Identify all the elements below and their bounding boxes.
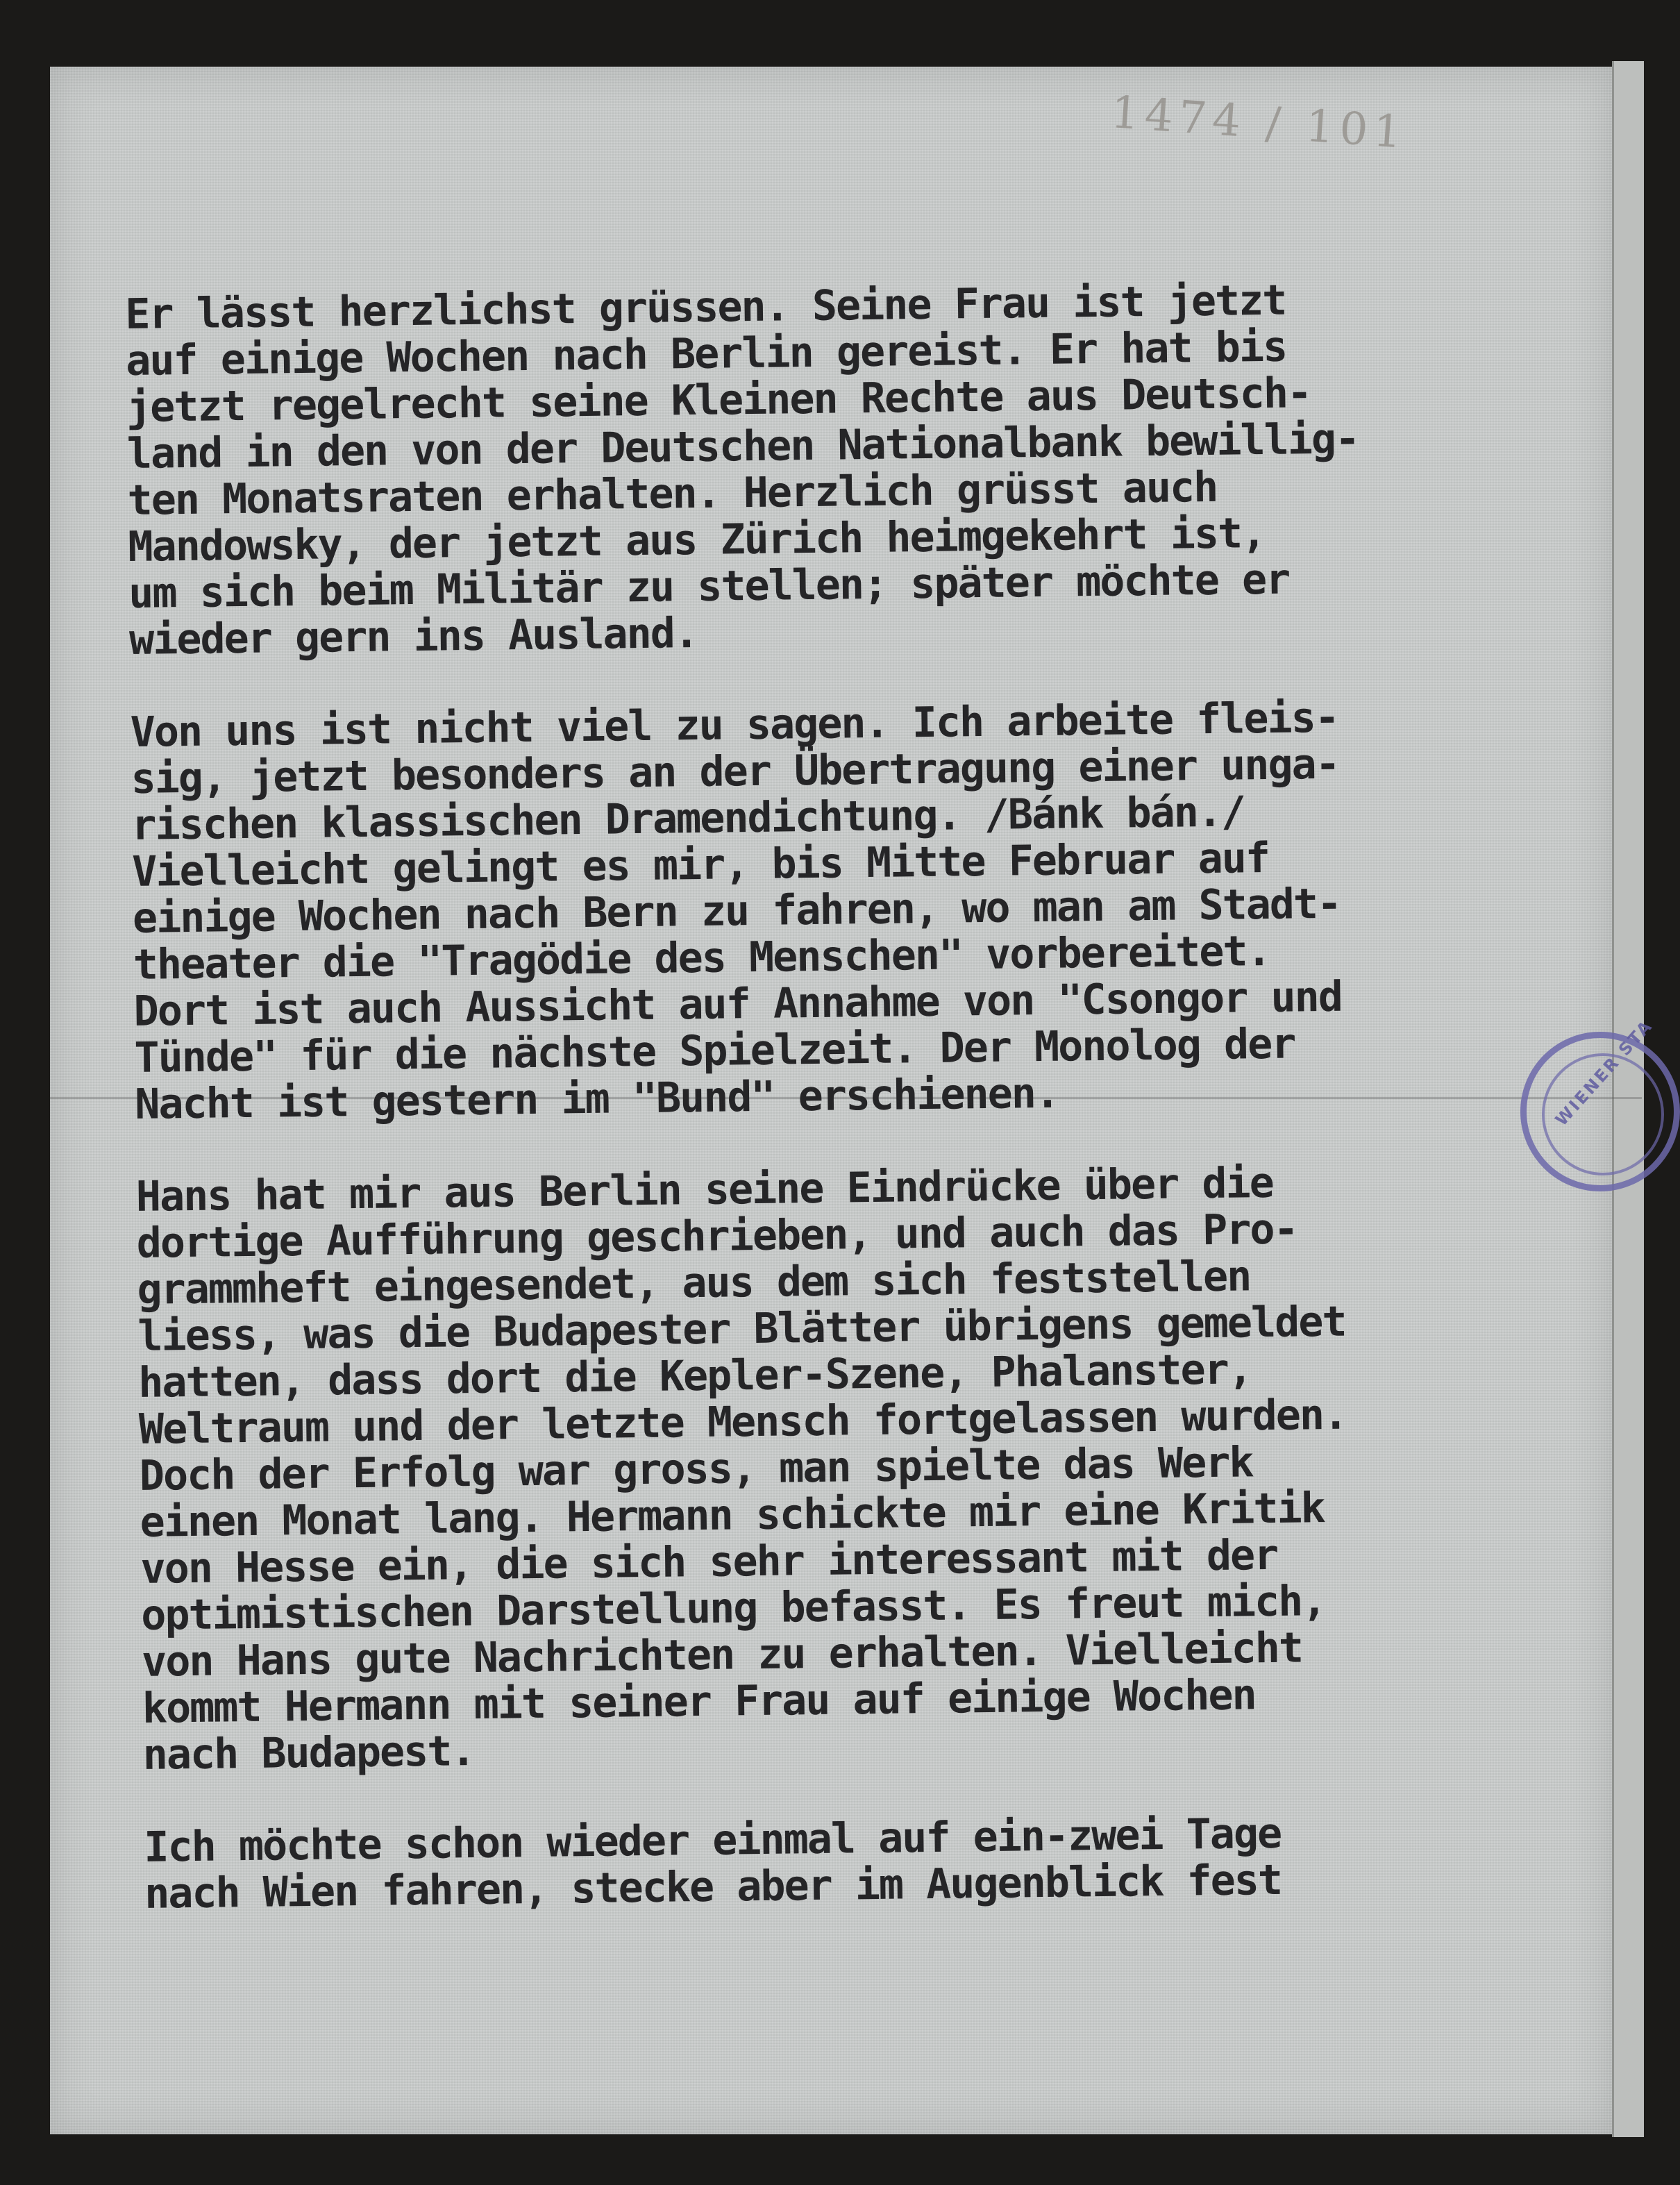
- paragraph-3: [136, 1156, 1636, 1779]
- text-line: dortige Aufführung geschrieben, und auch das Pro-: [136, 1205, 1298, 1268]
- text-line: um sich beim Militär zu stellen; später möchte er: [128, 555, 1290, 618]
- text-line: Vielleicht gelingt es mir, bis Mitte Februar auf: [131, 833, 1270, 896]
- text-line: Mandowsky, der jetzt aus Zürich heimgekehrt ist,: [128, 508, 1266, 571]
- text-line: grammheft eingesendet, aus dem sich feststellen: [137, 1252, 1251, 1314]
- paragraph-1: [125, 274, 1622, 664]
- text-line: Dort ist auch Aussicht auf Annahme von "Csongor und: [133, 972, 1343, 1036]
- paragraph-2: [130, 692, 1627, 1128]
- text-line: rischen klassischen Dramendichtung. /Bánk bán./: [131, 787, 1245, 850]
- paragraph-4: [144, 1807, 1637, 1918]
- text-line: kommt Hermann mit seiner Frau auf einige Wochen: [142, 1671, 1257, 1733]
- text-line: Von uns ist nicht viel zu sagen. Ich arbeite fleis-: [130, 693, 1339, 757]
- text-line: von Hesse ein, die sich sehr interessant mit der: [140, 1530, 1278, 1593]
- text-line: liess, was die Budapester Blätter übrigens gemeldet: [137, 1297, 1346, 1361]
- text-line: von Hans gute Nachrichten zu erhalten. Vielleicht: [141, 1623, 1303, 1686]
- text-line: nach Wien fahren, stecke aber im Augenblick fest: [144, 1855, 1282, 1918]
- text-line: nach Budapest.: [142, 1727, 475, 1780]
- text-line: optimistischen Darstellung befasst. Es freut mich,: [140, 1577, 1326, 1640]
- text-line: theater die "Tragödie des Menschen" vorbereitet.: [133, 926, 1271, 989]
- text-line: ten Monatsraten erhalten. Herzlich grüsst auch: [127, 462, 1218, 525]
- handwritten-archive-number: 1474 / 101: [1109, 87, 1409, 159]
- text-line: hatten, dass dort die Kepler-Szene, Phalanster,: [137, 1345, 1252, 1407]
- text-line: Hans hat mir aus Berlin seine Eindrücke über die: [135, 1158, 1274, 1221]
- text-line: Doch der Erfolg war gross, man spielte das Werk: [139, 1438, 1253, 1500]
- text-line: Weltraum und der letzte Mensch fortgelassen wurden.: [138, 1390, 1347, 1454]
- typed-letter-body: [125, 274, 1638, 1964]
- text-line: Nacht ist gestern im "Bund" erschienen.: [134, 1069, 1059, 1129]
- text-line: Tünde" für die nächste Spielzeit. Der Monolog der: [134, 1019, 1295, 1082]
- text-line: jetzt regelrecht seine Kleinen Rechte aus Deutsch-: [126, 369, 1311, 432]
- archive-stamp: [1520, 1015, 1680, 1191]
- text-line: sig, jetzt besonders an der Übertragung einer unga-: [131, 739, 1340, 803]
- text-line: wieder gern ins Ausland.: [128, 608, 698, 664]
- text-line: auf einige Wochen nach Berlin gereist. Er hat bis: [125, 322, 1287, 385]
- text-line: Er lässt herzlichst grüssen. Seine Frau ist jetzt: [124, 276, 1286, 339]
- text-line: einen Monat lang. Hermann schickte mir eine Kritik: [140, 1484, 1325, 1547]
- stamp-text: WIENER STA: [1551, 1015, 1657, 1130]
- text-line: land in den von der Deutschen Nationalbank bewillig-: [126, 415, 1359, 478]
- text-line: einige Wochen nach Bern zu fahren, wo man am Stadt-: [132, 879, 1341, 943]
- text-line: Ich möchte schon wieder einmal auf ein-zwei Tage: [143, 1809, 1282, 1872]
